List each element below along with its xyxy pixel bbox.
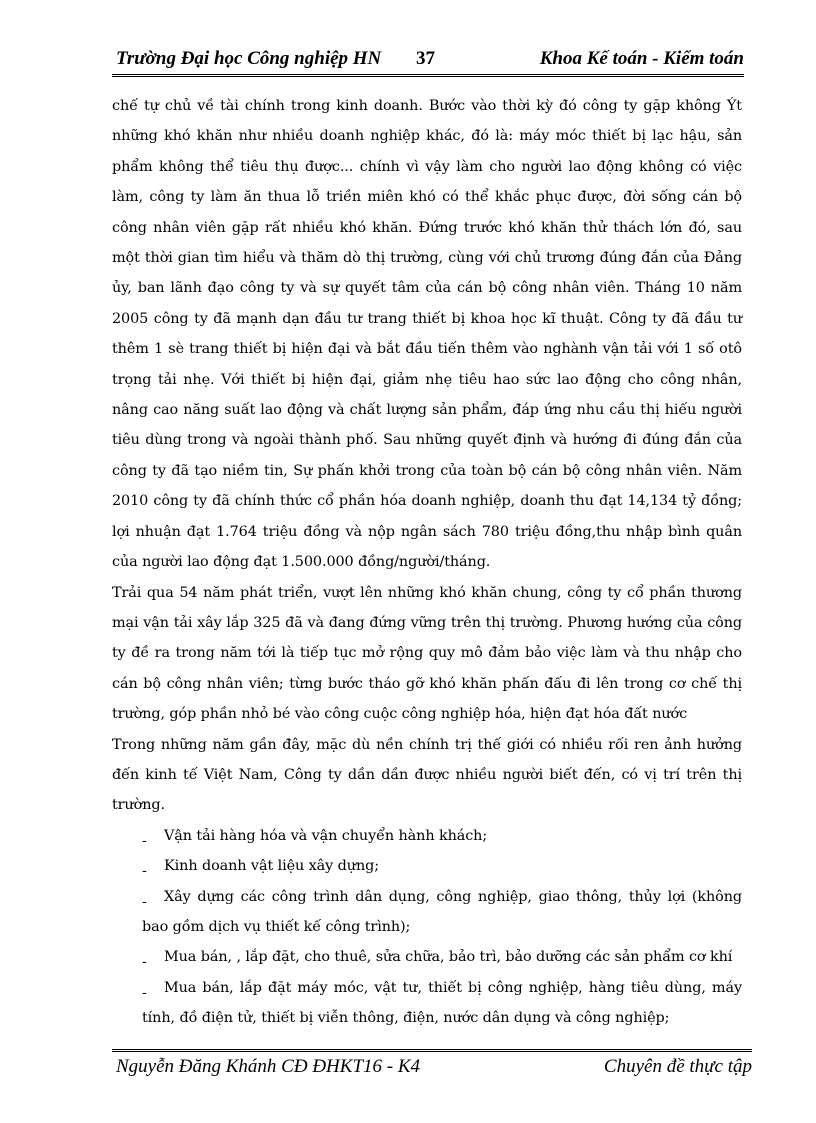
list-item — [112, 973, 742, 1034]
paragraph-1: chế tự chủ về tài chính trong kinh doanh. Bước vào thời kỳ đó công ty gặp không Ýt những khó khăn như nhiều doanh nghiệp khác, đó là: máy móc thiết bị lạc hậu, sản phẩm không thể tiêu thụ được... chính vì vậy làm cho người lao động không có việc làm, công ty làm ăn thua lỗ triền miên khó có thể khắc phục được, đời sống cán bộ công nhân viên gặp rất nhiều khó khăn. Đứng trước khó khăn thử thách lớn đó, sau một thời gian tìm hiểu và thăm dò thị trường, cùng với chủ trương đúng đắn của Đảng ủy, ban lãnh đạo công ty và sự quyết tâm của cán bộ công nhân viên. Tháng 10 năm 2005 công ty đã mạnh dạn đầu tư trang thiết bị khoa học kĩ thuật. Công ty đã đầu tư thêm 1 sè trang thiết bị hiện đại và bắt đầu tiến thêm vào nghành vận tải với 1 số otô trọng tải nhẹ. Với thiết bị hiện đại, giảm nhẹ tiêu hao sức lao động cho công nhân, nâng cao năng suất lao động và chất lượng sản phẩm, đáp ứng nhu cầu thị hiếu người tiêu dùng trong và ngoài thành phố. Sau những quyết định và hướng đi đúng đắn của công ty đã tạo niềm tin, Sự phấn khởi trong của toàn bộ cán bộ công nhân viên. Năm 2010 công ty đã chính thức cổ phần hóa doanh nghiệp, doanh thu đạt 14,134 tỷ đồng; lợi nhuận đạt 1.764 triệu đồng và nộp ngân sách 780 triệu đồng,thu nhập bình quân của người lao động đạt 1.500.000 đồng/người/tháng. — [112, 98, 742, 571]
list-item — [112, 942, 742, 972]
list-item — [112, 882, 742, 943]
list-item-text: Mua bán, lắp đặt máy móc, vật tư, thiết bị công nghiệp, hàng tiêu dùng, máy tính, đồ điện tử, thiết bị viễn thông, điện, nước dân dụng và công nghiệp; — [142, 979, 742, 1027]
list-item-text: Mua bán, , lắp đặt, cho thuê, sửa chữa, bảo trì, bảo dưỡng các sản phẩm cơ khí — [164, 949, 733, 966]
list-item — [112, 851, 742, 881]
list-item-text: Kinh doanh vật liệu xây dựng; — [164, 858, 379, 875]
list-item-text: Xây dựng các công trình dân dụng, công nghiệp, giao thông, thủy lợi (không bao gồm dịch vụ thiết kế công trình); — [142, 888, 742, 935]
bullet-marker: - — [142, 893, 147, 910]
bullet-marker: - — [142, 863, 147, 880]
paragraph-3: Trong những năm gần đây, mặc dù nền chính trị thế giới có nhiều rối ren ảnh hưởng đến kinh tế Việt Nam, Công ty dần dần được nhiều người biết đến, có vị trí trên thị trường. — [112, 736, 742, 814]
page-footer — [112, 1049, 752, 1086]
list-item — [112, 821, 742, 851]
header-faculty: Khoa Kế toán - Kiểm toán — [539, 48, 744, 69]
footer-doc-type: Chuyên đề thực tập — [603, 1056, 752, 1077]
page-header — [112, 46, 744, 77]
header-school: Trường Đại học Công nghiệp HN — [116, 48, 382, 69]
page-number: 37 — [416, 48, 435, 69]
bullet-marker: - — [142, 984, 147, 1001]
footer-author: Nguyễn Đăng Khánh CĐ ĐHKT16 - K4 — [116, 1056, 421, 1077]
page-body — [112, 91, 742, 1034]
bullet-marker: - — [142, 832, 147, 849]
paragraph-2: Trải qua 54 năm phát triển, vượt lên những khó khăn chung, công ty cổ phần thương mại vận tải xây lắp 325 đã và đang đứng vững trên thị trường. Phương hướng của công ty đề ra trong năm tới là tiếp tục mở rộng quy mô đảm bảo việc làm và thu nhập cho cán bộ công nhân viên; từng bước tháo gỡ khó khăn phấn đấu đi lên trong cơ chế thị trường, góp phần nhỏ bé vào công cuộc công nghiệp hóa, hiện đạt hóa đất nước — [112, 584, 742, 723]
list-item-text: Vận tải hàng hóa và vận chuyển hành khách; — [164, 827, 488, 844]
bullet-marker: - — [142, 954, 147, 971]
